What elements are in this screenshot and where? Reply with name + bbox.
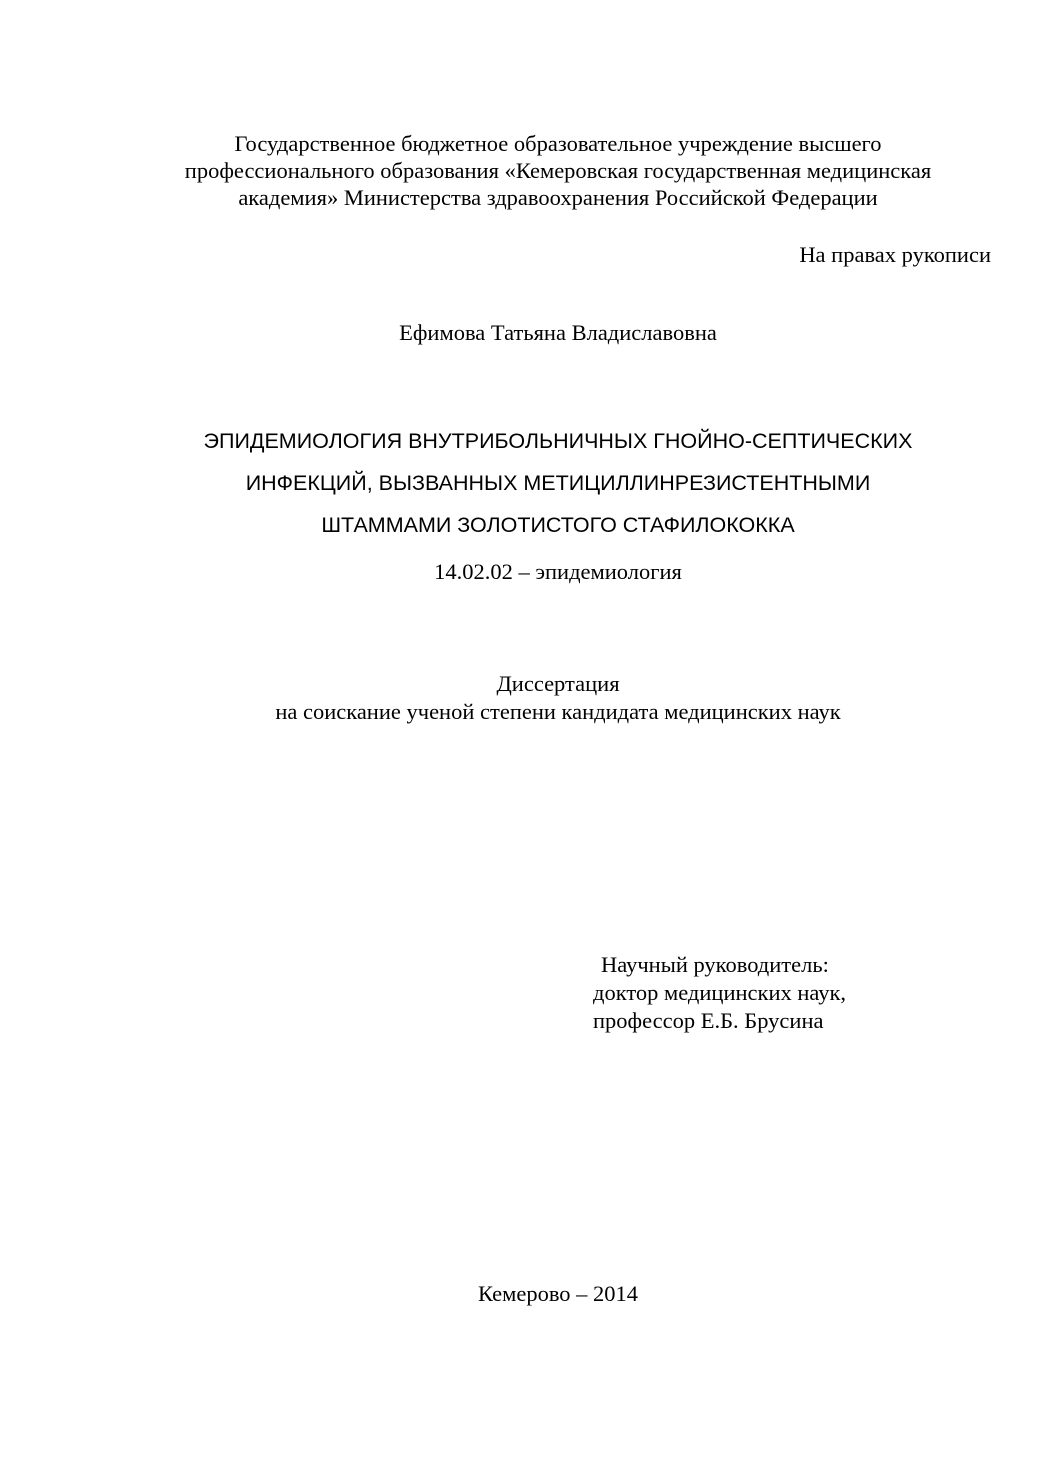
title-line-3: ШТАММАМИ ЗОЛОТИСТОГО СТАФИЛОКОККА (321, 513, 795, 537)
institution-line-2: профессионального образования «Кемеровская государственная медицинская (184, 158, 932, 183)
title-line-1: ЭПИДЕМИОЛОГИЯ ВНУТРИБОЛЬНИЧНЫХ ГНОЙНО-СЕПТИЧЕСКИХ (203, 429, 913, 453)
institution-line-1: Государственное бюджетное образовательное учреждение высшего (234, 131, 882, 156)
city-year: Кемерово – 2014 (477, 1281, 639, 1306)
institution-line-3: академия» Министерства здравоохранения Российской Федерации (238, 185, 878, 210)
degree-sought: на соискание ученой степени кандидата медицинских наук (275, 699, 841, 724)
title-line-2: ИНФЕКЦИЙ, ВЫЗВАННЫХ МЕТИЦИЛЛИНРЕЗИСТЕНТНЫМИ (245, 471, 871, 495)
supervisor-label: Научный руководитель: (601, 952, 829, 977)
specialty-code: 14.02.02 – эпидемиология (434, 559, 682, 584)
manuscript-note: На правах рукописи (799, 242, 991, 267)
document-type: Диссертация (496, 671, 620, 696)
author-name: Ефимова Татьяна Владиславовна (399, 320, 717, 345)
supervisor-degree: доктор медицинских наук, (593, 980, 847, 1005)
supervisor-name: профессор Е.Б. Брусина (593, 1008, 824, 1033)
